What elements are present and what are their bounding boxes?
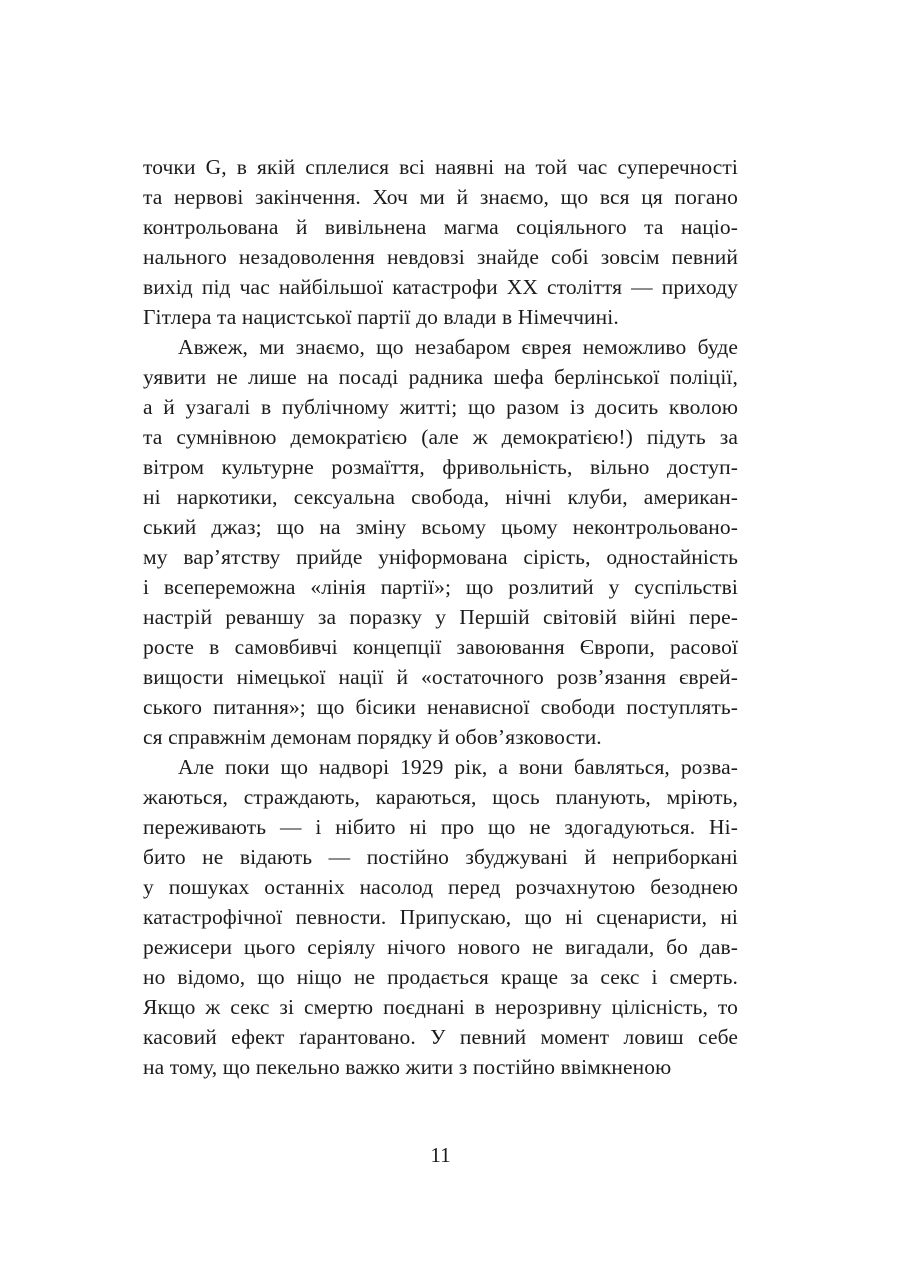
text-line: контрольована й вивільнена магма соціяльного та націо-: [143, 215, 738, 239]
text-line: касовий ефект ґарантовано. У певний момент ловиш себе: [143, 1025, 738, 1049]
text-line: вихід під час найбільшої катастрофи ХХ століття — приходу: [143, 275, 738, 299]
text-block: [143, 152, 738, 1082]
text-line: но відомо, що ніщо не продається краще за секс і смерть.: [143, 965, 738, 989]
paragraph: [143, 332, 738, 752]
text-line: Якщо ж секс зі смертю поєднані в нерозривну цілісність, то: [143, 995, 738, 1019]
text-line: Але поки що надворі 1929 рік, а вони бавляться, розва-: [178, 755, 738, 779]
text-line: уявити не лише на посаді радника шефа берлінської поліції,: [143, 365, 738, 389]
text-line: та нервові закінчення. Хоч ми й знаємо, що вся ця погано: [143, 185, 738, 209]
text-line: му вар’ятству прийде уніформована сірість, одностайність: [143, 545, 738, 569]
text-line: точки G, в якій сплелися всі наявні на той час суперечності: [143, 155, 738, 179]
text-line: переживають — і нібито ні про що не здогадуються. Ні-: [143, 815, 738, 839]
text-line: жаються, страждають, караються, щось планують, мріють,: [143, 785, 738, 809]
text-line: ський джаз; що на зміну всьому цьому неконтрольовано-: [143, 515, 738, 539]
text-line: ні наркотики, сексуальна свобода, нічні клуби, американ-: [143, 485, 738, 509]
text-line: Авжеж, ми знаємо, що незабаром єврея неможливо буде: [178, 335, 738, 359]
text-line: ського питання»; що бісики ненависної свободи поступлять-: [143, 695, 738, 719]
text-line: бито не відають — постійно збуджувані й неприборкані: [143, 845, 738, 869]
text-line: нального незадоволення невдовзі знайде собі зовсім певний: [143, 245, 738, 269]
text-line: а й узагалі в публічному житті; що разом із досить кволою: [143, 395, 738, 419]
text-line: Гітлера та нацистської партії до влади в Німеччині.: [143, 305, 619, 329]
text-line: настрій реваншу за поразку у Першій світовій війні пере-: [143, 605, 738, 629]
page-number: 11: [430, 1143, 451, 1167]
text-line: режисери цього серіялу нічого нового не вигадали, бо дав-: [143, 935, 738, 959]
text-line: вітром культурне розмаїття, фривольність, вільно доступ-: [143, 455, 738, 479]
text-line: вищости німецької нації й «остаточного розв’язання єврей-: [143, 665, 738, 689]
text-line: ся справжнім демонам порядку й обов’язковости.: [143, 725, 602, 749]
text-line: росте в самовбивчі концепції завоювання Європи, расової: [143, 635, 738, 659]
text-line: та сумнівною демократією (але ж демократією!) підуть за: [143, 425, 738, 449]
text-line: катастрофічної певности. Припускаю, що ні сценаристи, ні: [143, 905, 738, 929]
text-line: у пошуках останніх насолод перед розчахнутою безоднею: [143, 875, 738, 899]
text-line: на тому, що пекельно важко жити з постійно ввімкненою: [143, 1055, 672, 1079]
paragraph: [143, 152, 738, 332]
text-line: і всепереможна «лінія партії»; що розлитий у суспільстві: [143, 575, 738, 599]
paragraph: [143, 752, 738, 1082]
